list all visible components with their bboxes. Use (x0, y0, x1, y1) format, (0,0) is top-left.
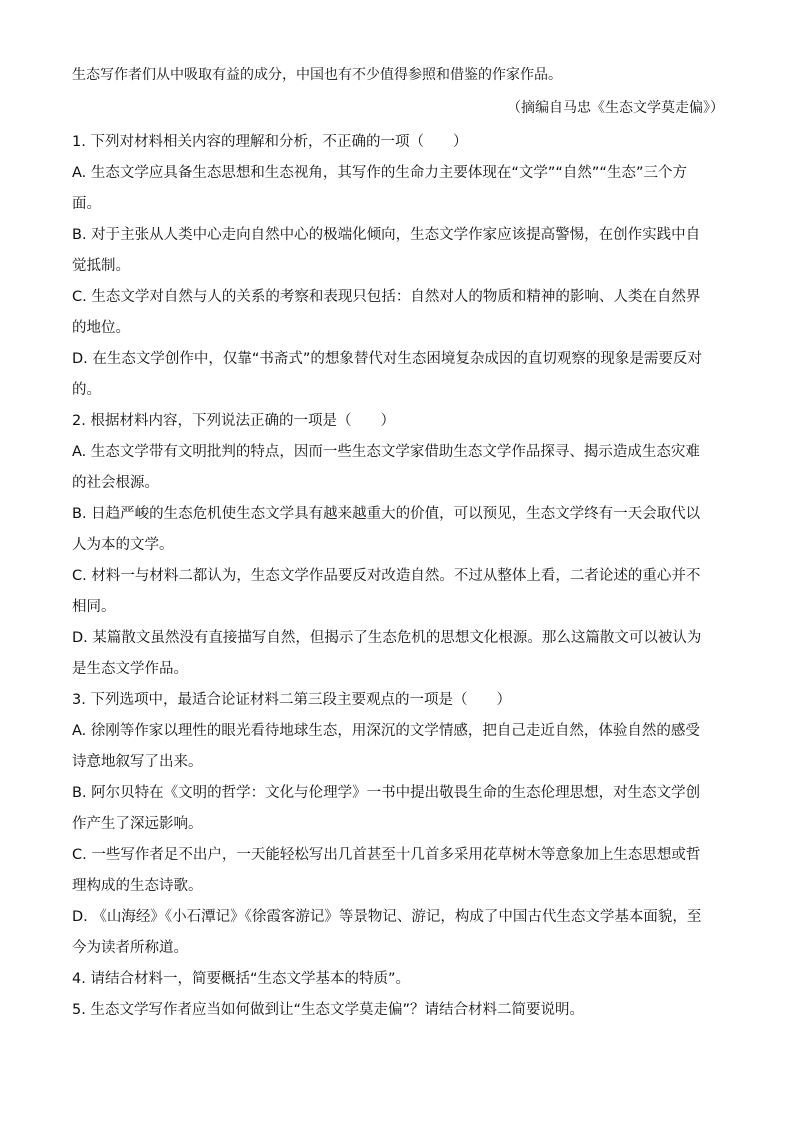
question-option: C. 生态文学对自然与人的关系的考察和表现只包括：自然对人的物质和精神的影响、人类在自然界的地位。 (72, 289, 701, 336)
question-option: B. 阿尔贝特在《文明的哲学：文化与伦理学》一书中提出敬畏生命的生态伦理思想，对生态文学创作产生了深远影响。 (72, 785, 701, 832)
question-option: B. 对于主张从人类中心走向自然中心的极端化倾向，生态文学作家应该提高警惕，在创作实践中自觉抵制。 (72, 227, 701, 274)
question-option: A. 徐刚等作家以理性的眼光看待地球生态，用深沉的文学情感，把自己走近自然，体验自然的感受诗意地叙写了出来。 (72, 723, 700, 770)
question-stem: 3. 下列选项中，最适合论证材料二第三段主要观点的一项是（ ） (72, 692, 511, 708)
question-option: C. 材料一与材料二都认为，生态文学作品要反对改造自然。不过从整体上看，二者论述的重心并不相同。 (72, 568, 701, 615)
question-stem: 2. 根据材料内容，下列说法正确的一项是（ ） (72, 413, 395, 429)
question-list (72, 127, 714, 1026)
source-note: （摘编自马忠《生态文学莫走偏》） (507, 100, 724, 116)
question-option: A. 生态文学应具备生态思想和生态视角，其写作的生命力主要体现在“文学”“自然”“生态”三个方面。 (72, 165, 687, 212)
question-option: D. 《山海经》《小石潭记》《徐霞客游记》等景物记、游记，构成了中国古代生态文学基本面貌，至今为读者所称道。 (72, 909, 702, 956)
question-stem: 5. 生态文学写作者应当如何做到让“生态文学莫走偏”？请结合材料二简要说明。 (72, 1002, 584, 1018)
question-option: B. 日趋严峻的生态危机使生态文学具有越来越重大的价值，可以预见，生态文学终有一天会取代以人为本的文学。 (72, 506, 701, 553)
question-option: D. 在生态文学创作中，仅靠“书斋式”的想象替代对生态困境复杂成因的直切观察的现象是需要反对的。 (72, 351, 702, 398)
question-stem: 1. 下列对材料相关内容的理解和分析，不正确的一项（ ） (72, 134, 468, 150)
question-option: C. 一些写作者足不出户，一天能轻松写出几首甚至十几首多采用花草树木等意象加上生态思想或哲理构成的生态诗歌。 (72, 847, 701, 894)
question-option: A. 生态文学带有文明批判的特点，因而一些生态文学家借助生态文学作品探寻、揭示造成生态灾难的社会根源。 (72, 444, 700, 491)
question-option: D. 某篇散文虽然没有直接描写自然，但揭示了生态危机的思想文化根源。那么这篇散文可以被认为是生态文学作品。 (72, 630, 702, 677)
intro-paragraph: 生态写作者们从中吸取有益的成分，中国也有不少值得参照和借鉴的作家作品。 (72, 67, 562, 83)
question-stem: 4. 请结合材料一，简要概括“生态文学基本的特质”。 (72, 971, 410, 987)
